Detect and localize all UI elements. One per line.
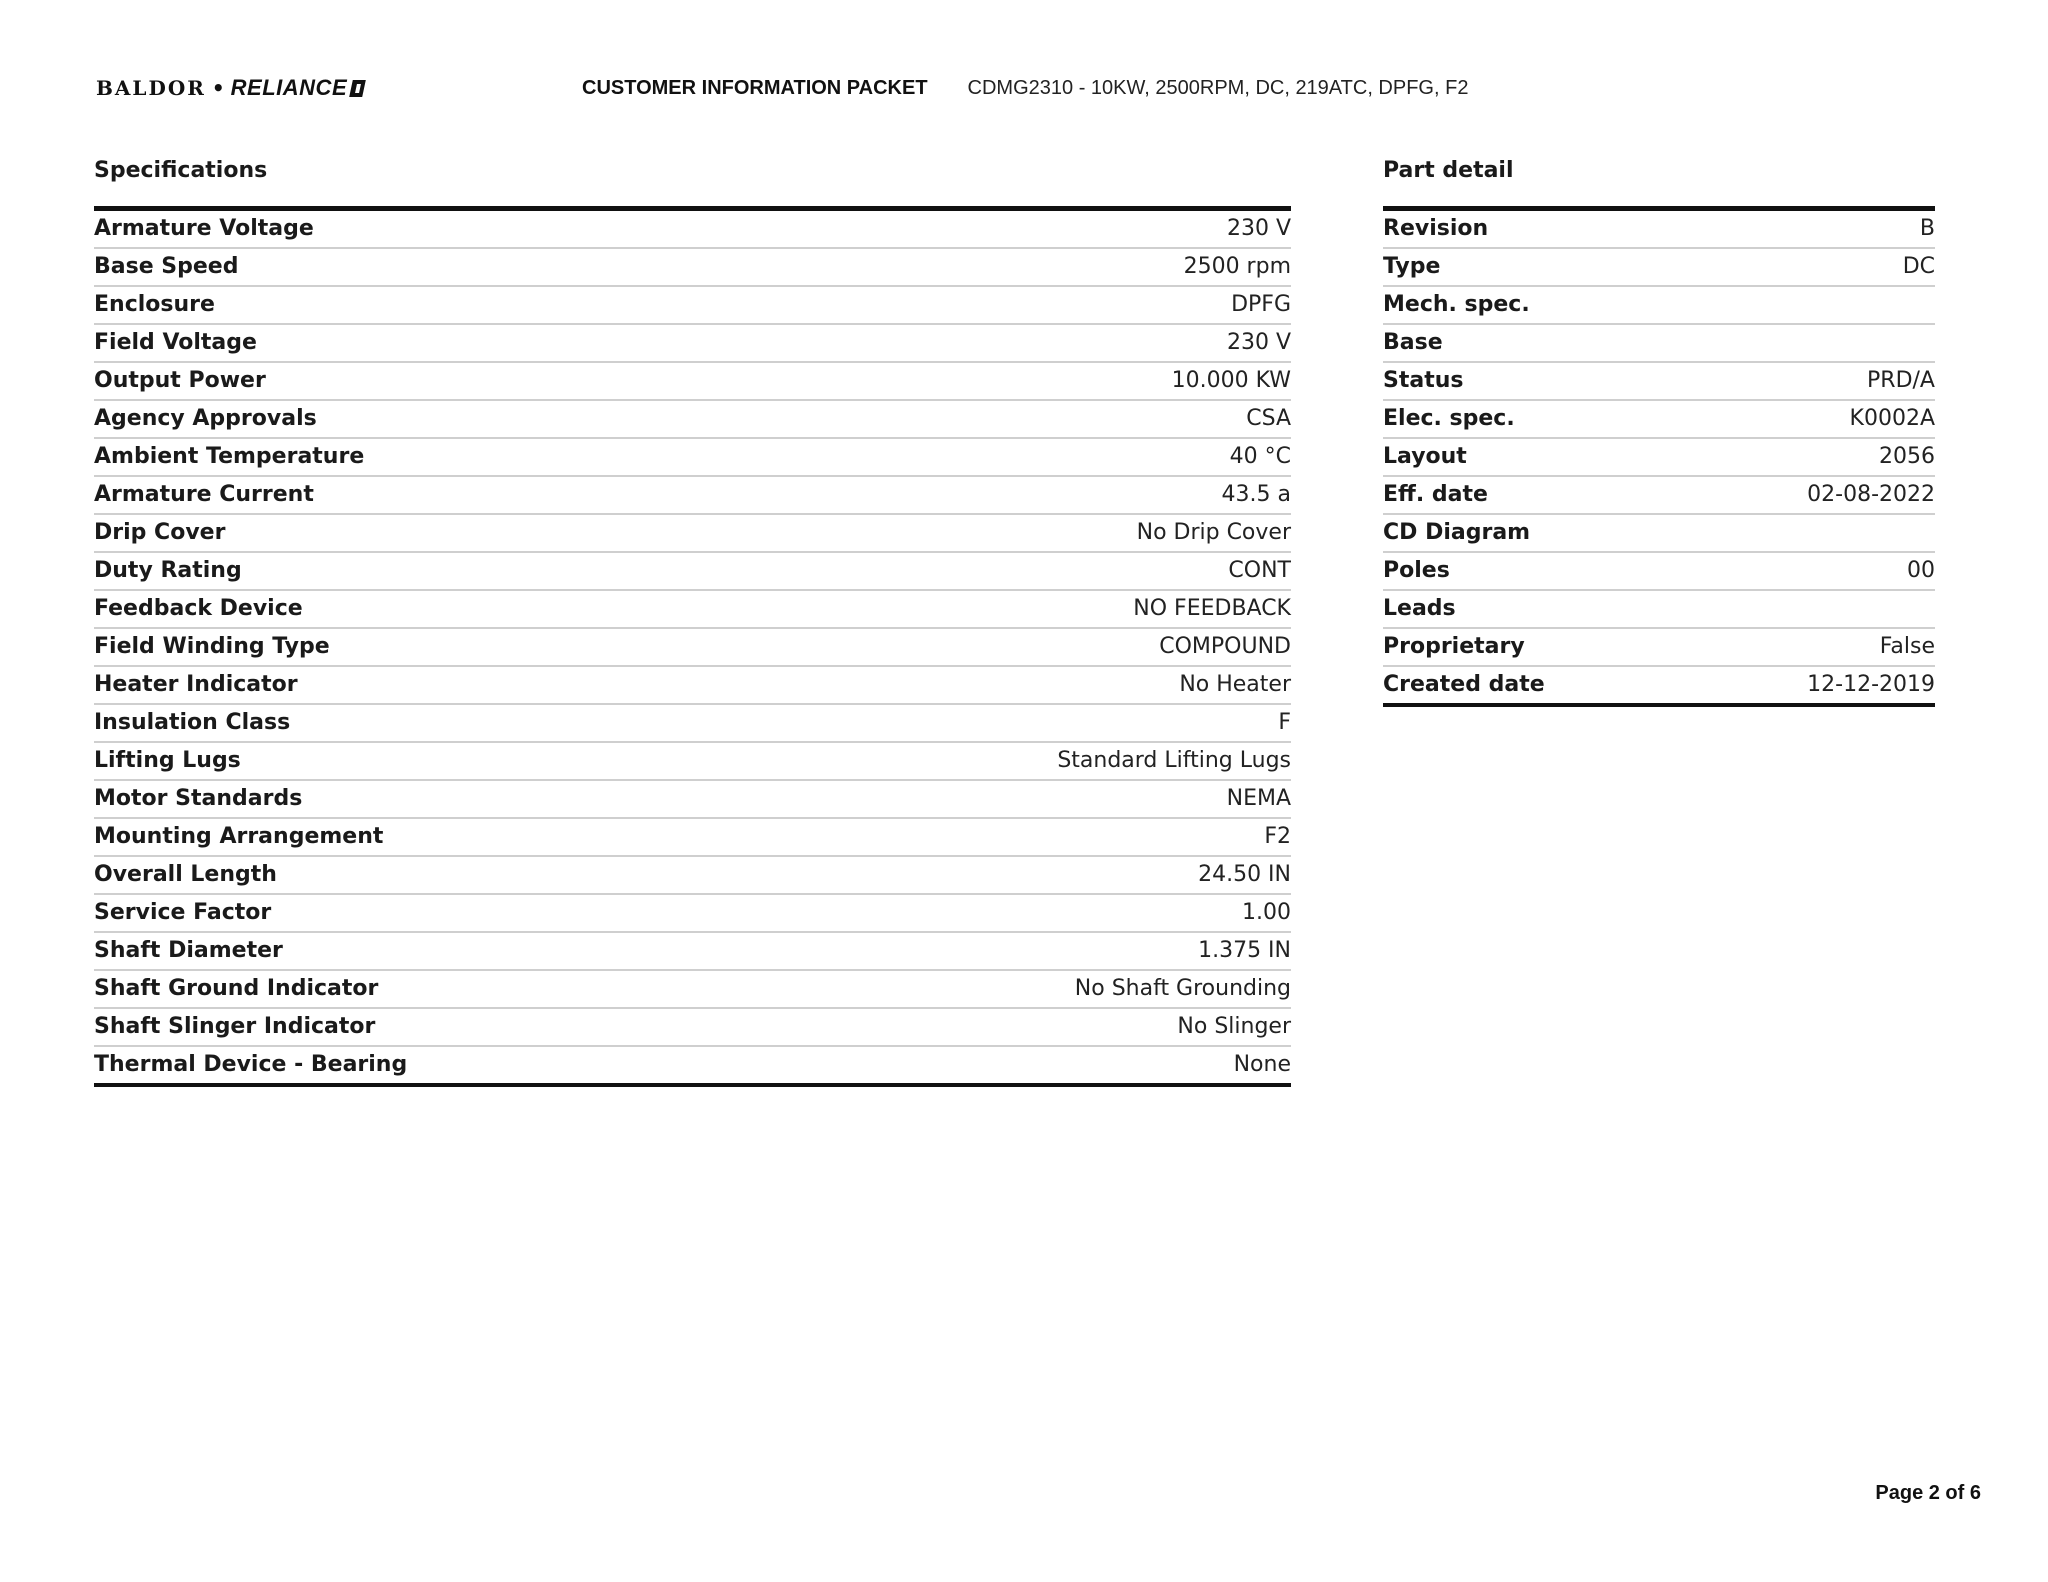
table-row bbox=[94, 590, 1291, 628]
row-label: Motor Standards bbox=[94, 780, 780, 818]
row-label: Heater Indicator bbox=[94, 666, 780, 704]
table-row bbox=[94, 324, 1291, 362]
row-value: PRD/A bbox=[1691, 362, 1935, 400]
table-row bbox=[94, 666, 1291, 704]
row-value bbox=[1691, 514, 1935, 552]
row-label: Feedback Device bbox=[94, 590, 780, 628]
table-row bbox=[94, 818, 1291, 856]
row-value: Standard Lifting Lugs bbox=[780, 742, 1291, 780]
row-value: 12-12-2019 bbox=[1807, 672, 1935, 697]
row-label: Armature Current bbox=[94, 476, 780, 514]
table-row bbox=[94, 362, 1291, 400]
logo-baldor-text: BALDOR bbox=[96, 76, 206, 100]
row-value bbox=[1691, 590, 1935, 628]
table-row bbox=[94, 628, 1291, 666]
table-row bbox=[1383, 514, 1935, 552]
row-label: Proprietary bbox=[1383, 628, 1691, 666]
row-label: Leads bbox=[1383, 590, 1691, 628]
table-row bbox=[1383, 590, 1935, 628]
row-value: 230 V bbox=[780, 209, 1291, 249]
row-label: Layout bbox=[1383, 438, 1691, 476]
row-label: CD Diagram bbox=[1383, 514, 1691, 552]
row-value: DPFG bbox=[780, 286, 1291, 324]
row-label: Field Winding Type bbox=[94, 628, 780, 666]
row-label: Overall Length bbox=[94, 856, 780, 894]
page-number: Page 2 of 6 bbox=[1875, 1482, 1981, 1504]
row-label: Duty Rating bbox=[94, 552, 780, 590]
row-label: Agency Approvals bbox=[94, 400, 780, 438]
table-row bbox=[94, 1008, 1291, 1046]
row-label: Mech. spec. bbox=[1383, 286, 1691, 324]
row-label: Type bbox=[1383, 248, 1691, 286]
row-label: Field Voltage bbox=[94, 324, 780, 362]
logo-reliance-text: RELIANCE bbox=[230, 75, 348, 100]
part-detail-table bbox=[1383, 206, 1935, 707]
table-row bbox=[1383, 552, 1935, 590]
table-row bbox=[1383, 362, 1935, 400]
table-row bbox=[94, 780, 1291, 818]
row-label: Created date bbox=[1383, 672, 1545, 697]
row-value: 24.50 IN bbox=[780, 856, 1291, 894]
part-detail-title: Part detail bbox=[1383, 158, 1514, 183]
row-value: 1.375 IN bbox=[780, 932, 1291, 970]
reliance-mark-icon bbox=[349, 80, 366, 97]
table-row bbox=[1383, 400, 1935, 438]
table-row bbox=[94, 286, 1291, 324]
row-value: 230 V bbox=[780, 324, 1291, 362]
page-header bbox=[96, 72, 1468, 104]
row-value: 2500 rpm bbox=[780, 248, 1291, 286]
row-value: None bbox=[1233, 1052, 1291, 1077]
row-label: Eff. date bbox=[1383, 476, 1691, 514]
row-value: 1.00 bbox=[780, 894, 1291, 932]
packet-title: CUSTOMER INFORMATION PACKET bbox=[582, 76, 928, 99]
table-row bbox=[1383, 248, 1935, 286]
table-row bbox=[94, 209, 1291, 249]
table-row bbox=[1383, 628, 1935, 666]
row-label: Drip Cover bbox=[94, 514, 780, 552]
row-value: DC bbox=[1691, 248, 1935, 286]
table-row bbox=[1383, 666, 1935, 705]
row-value: NO FEEDBACK bbox=[780, 590, 1291, 628]
row-value: CONT bbox=[780, 552, 1291, 590]
table-row bbox=[94, 894, 1291, 932]
row-value: F bbox=[780, 704, 1291, 742]
row-value bbox=[1691, 324, 1935, 362]
row-label: Status bbox=[1383, 362, 1691, 400]
table-row bbox=[94, 856, 1291, 894]
row-value: B bbox=[1691, 209, 1935, 249]
table-row bbox=[94, 514, 1291, 552]
specifications-title: Specifications bbox=[94, 158, 268, 183]
row-label: Shaft Ground Indicator bbox=[94, 970, 780, 1008]
row-value: F2 bbox=[780, 818, 1291, 856]
row-value: No Slinger bbox=[780, 1008, 1291, 1046]
table-row bbox=[94, 704, 1291, 742]
row-value: COMPOUND bbox=[780, 628, 1291, 666]
row-label: Shaft Slinger Indicator bbox=[94, 1008, 780, 1046]
row-value: False bbox=[1691, 628, 1935, 666]
row-value: 2056 bbox=[1691, 438, 1935, 476]
logo-separator: • bbox=[211, 76, 225, 100]
row-value: No Shaft Grounding bbox=[780, 970, 1291, 1008]
table-row bbox=[1383, 476, 1935, 514]
row-label: Poles bbox=[1383, 552, 1691, 590]
specifications-table bbox=[94, 206, 1291, 1087]
row-label: Lifting Lugs bbox=[94, 742, 780, 780]
row-label: Output Power bbox=[94, 362, 780, 400]
table-row bbox=[94, 552, 1291, 590]
row-value: CSA bbox=[780, 400, 1291, 438]
row-value: 10.000 KW bbox=[780, 362, 1291, 400]
table-row bbox=[1383, 286, 1935, 324]
row-label: Enclosure bbox=[94, 286, 780, 324]
row-label: Mounting Arrangement bbox=[94, 818, 780, 856]
table-row bbox=[94, 248, 1291, 286]
row-label: Revision bbox=[1383, 209, 1691, 249]
table-row bbox=[1383, 438, 1935, 476]
table-row bbox=[94, 438, 1291, 476]
row-label: Service Factor bbox=[94, 894, 780, 932]
table-row bbox=[94, 970, 1291, 1008]
table-row bbox=[94, 400, 1291, 438]
row-label: Thermal Device - Bearing bbox=[94, 1052, 408, 1077]
row-value: No Heater bbox=[780, 666, 1291, 704]
row-label: Armature Voltage bbox=[94, 209, 780, 249]
row-value: 00 bbox=[1691, 552, 1935, 590]
product-description: CDMG2310 - 10KW, 2500RPM, DC, 219ATC, DPFG, F2 bbox=[967, 76, 1469, 99]
row-label: Ambient Temperature bbox=[94, 438, 780, 476]
table-row bbox=[94, 932, 1291, 970]
row-value bbox=[1691, 286, 1935, 324]
table-row bbox=[94, 742, 1291, 780]
table-row bbox=[1383, 324, 1935, 362]
row-value: 43.5 a bbox=[780, 476, 1291, 514]
row-value: K0002A bbox=[1691, 400, 1935, 438]
row-label: Elec. spec. bbox=[1383, 400, 1691, 438]
row-value: NEMA bbox=[780, 780, 1291, 818]
row-label: Base Speed bbox=[94, 248, 780, 286]
baldor-reliance-logo bbox=[96, 73, 436, 103]
row-value: 40 °C bbox=[780, 438, 1291, 476]
row-label: Base bbox=[1383, 324, 1691, 362]
row-value: 02-08-2022 bbox=[1691, 476, 1935, 514]
table-row bbox=[94, 1046, 1291, 1085]
row-label: Insulation Class bbox=[94, 704, 780, 742]
table-row bbox=[94, 476, 1291, 514]
row-value: No Drip Cover bbox=[780, 514, 1291, 552]
table-row bbox=[1383, 209, 1935, 249]
row-label: Shaft Diameter bbox=[94, 932, 780, 970]
